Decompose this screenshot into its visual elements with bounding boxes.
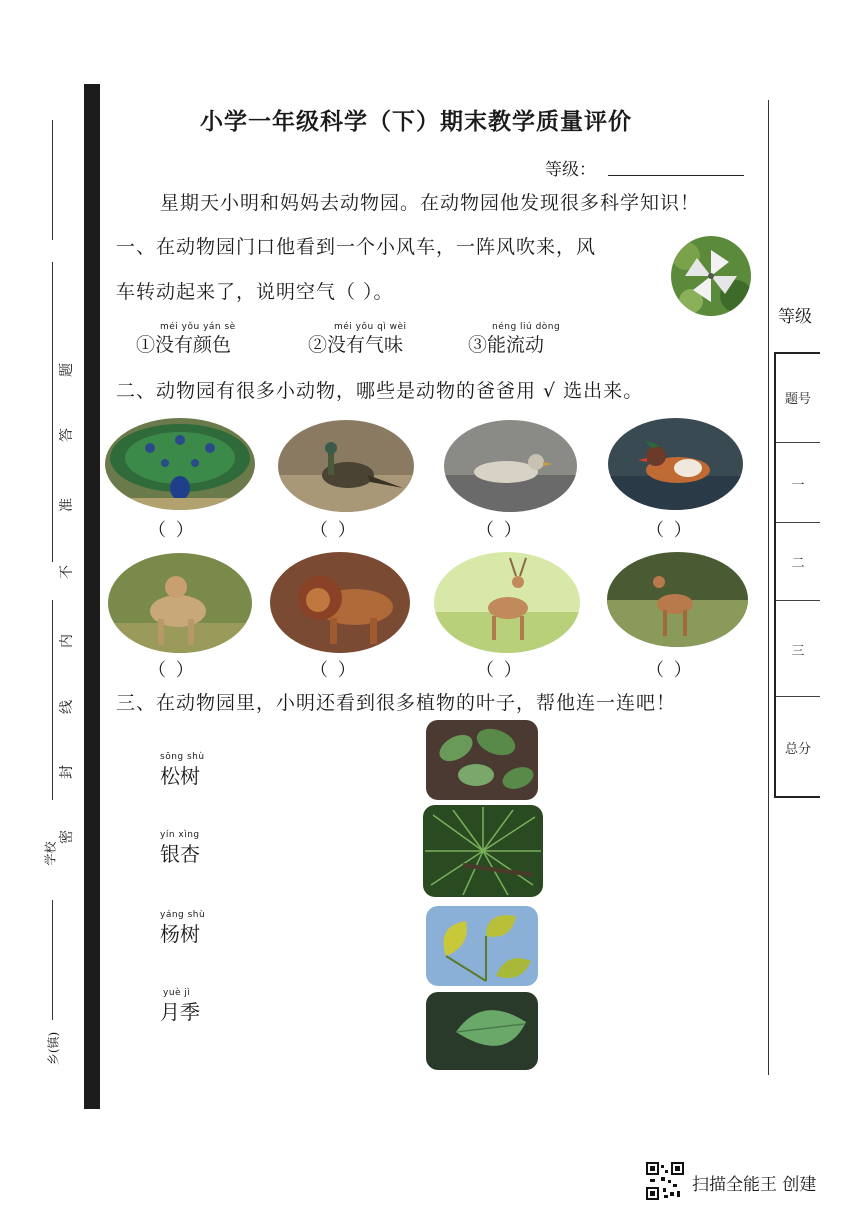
answer-bracket-1[interactable]: （ ） (148, 520, 196, 541)
q1-line2: 车转动起来了，说明空气（ ）。 (116, 281, 394, 303)
female-deer-image (607, 552, 748, 647)
side-label-4: 内 (59, 634, 75, 648)
school-field-label: 学校 (43, 841, 58, 866)
mandarin-duck-image (608, 418, 743, 510)
q2-text: 二、动物园有很多小动物，哪些是动物的爸爸用 √ 选出来。 (116, 380, 644, 402)
right-border (768, 100, 769, 1075)
answer-bracket-2[interactable]: （ ） (310, 520, 358, 541)
q1-option-1-pinyin: méi yǒu yán sè (160, 322, 236, 332)
scanner-watermark: 扫描全能王 创建 (692, 1175, 817, 1195)
intro-text: 星期天小明和妈妈去动物园。在动物园他发现很多科学知识！ (160, 192, 701, 214)
page-title: 小学一年级科学（下）期末教学质量评价 (200, 109, 632, 135)
lioness-image (108, 553, 252, 653)
plant-3-name[interactable]: 杨树 (160, 922, 200, 946)
side-label-0: 题 (59, 363, 75, 377)
answer-bracket-7[interactable]: （ ） (476, 660, 524, 681)
answer-bracket-3[interactable]: （ ） (476, 520, 524, 541)
score-label: 等级 (778, 307, 812, 327)
q1-option-2[interactable]: ②没有气味 (308, 334, 404, 356)
name-line (52, 120, 53, 240)
female-duck-image (444, 420, 577, 512)
answer-bracket-6[interactable]: （ ） (310, 660, 358, 681)
plant-4-pinyin: yuè jì (163, 988, 191, 998)
plant-3-pinyin: yáng shù (160, 910, 206, 920)
score-row-1: 一 (776, 442, 820, 523)
lion-image (270, 552, 410, 653)
side-label-5: 线 (59, 700, 75, 714)
plant-2-pinyin: yín xìng (160, 830, 200, 840)
q1-option-2-pinyin: méi yǒu qì wèi (334, 322, 407, 332)
peahen-image (278, 420, 414, 512)
pinwheel-image (671, 236, 751, 316)
pine-needles-image[interactable] (423, 805, 543, 897)
class-line (52, 262, 53, 562)
male-deer-image (434, 552, 580, 653)
binding-strip (84, 84, 100, 1109)
side-label-7: 密 (59, 830, 75, 844)
plant-1-pinyin: sōng shù (160, 752, 205, 762)
plant-2-name[interactable]: 银杏 (160, 842, 200, 866)
q1-option-3[interactable]: ③能流动 (468, 334, 545, 356)
ginkgo-leaf-image[interactable] (426, 906, 538, 986)
answer-bracket-8[interactable]: （ ） (646, 660, 694, 681)
side-label-3: 不 (59, 565, 75, 579)
qr-code-icon (646, 1162, 684, 1200)
q1-line1: 一、在动物园门口他看到一个小风车，一阵风吹来，风 (116, 236, 597, 258)
score-row-4: 总分 (784, 742, 811, 757)
grade-label: 等级： (545, 160, 596, 180)
peacock-image (105, 418, 255, 510)
plant-1-name[interactable]: 松树 (160, 764, 200, 788)
side-label-2: 准 (59, 498, 75, 512)
score-row-0: 题号 (776, 354, 820, 443)
q1-option-1[interactable]: ①没有颜色 (136, 334, 232, 356)
answer-bracket-4[interactable]: （ ） (646, 520, 694, 541)
town-line (52, 900, 53, 1020)
grade-field[interactable] (608, 175, 744, 176)
score-table (774, 352, 820, 798)
score-row-3: 三 (776, 600, 820, 697)
town-field-label: 乡(镇) (46, 1031, 61, 1066)
q1-option-3-pinyin: néng liú dòng (492, 322, 561, 332)
side-label-6: 封 (59, 765, 75, 779)
rose-leaf-image[interactable] (426, 720, 538, 800)
side-label-1: 答 (59, 428, 75, 442)
poplar-leaf-image[interactable] (426, 992, 538, 1070)
plant-4-name[interactable]: 月季 (160, 1000, 200, 1024)
q3-text: 三、在动物园里，小明还看到很多植物的叶子，帮他连一连吧！ (116, 692, 677, 714)
answer-bracket-5[interactable]: （ ） (148, 660, 196, 681)
score-row-2: 二 (776, 522, 820, 601)
school-line (52, 600, 53, 800)
